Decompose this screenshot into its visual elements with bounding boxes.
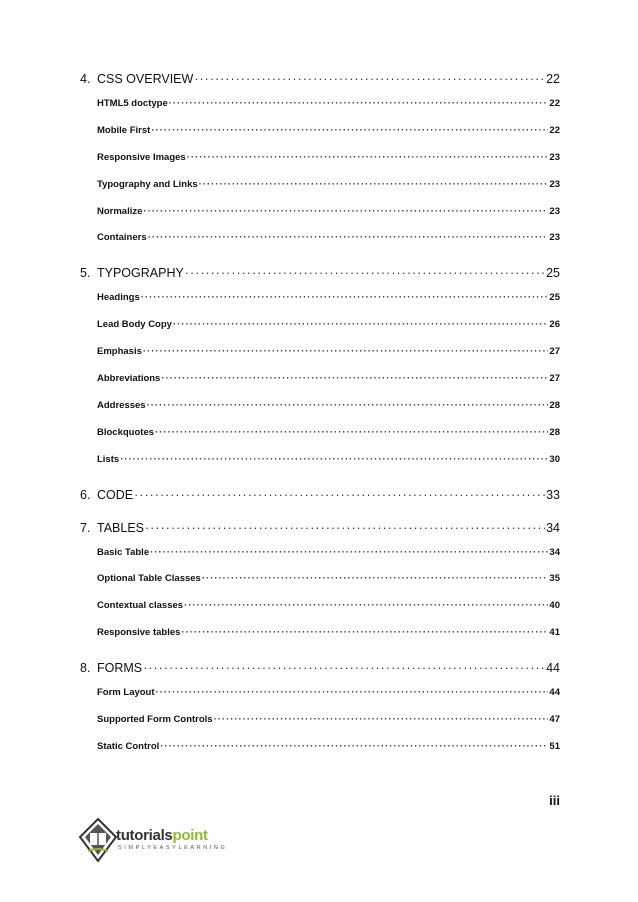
section-page: 23 [549, 205, 560, 217]
toc-section[interactable] [80, 232, 560, 259]
leader-dots [161, 373, 548, 384]
toc-section[interactable] [80, 573, 560, 600]
toc-section[interactable] [80, 152, 560, 179]
section-title: Responsive Images [97, 151, 186, 163]
leader-dots [194, 72, 545, 86]
section-page: 23 [549, 178, 560, 190]
section-page: 26 [549, 319, 560, 331]
chapter-page: 44 [546, 661, 560, 676]
toc-chapter[interactable] [80, 72, 560, 98]
chapter-page: 25 [546, 266, 560, 281]
toc-chapter[interactable] [80, 521, 560, 547]
toc-section[interactable] [80, 427, 560, 454]
leader-dots [169, 98, 549, 109]
toc-section[interactable] [80, 687, 560, 714]
section-page: 47 [549, 714, 560, 726]
section-title: Responsive tables [97, 627, 181, 639]
logo-tagline: SIMPLYEASYLEARNING [118, 845, 228, 851]
leader-dots [187, 152, 549, 163]
chapter-number: 7. [80, 520, 91, 535]
section-page: 41 [549, 627, 560, 639]
section-title: Lists [97, 453, 120, 465]
section-title: Addresses [97, 399, 146, 411]
section-title: Supported Form Controls [97, 714, 213, 726]
section-page: 23 [549, 151, 560, 163]
section-page: 28 [549, 399, 560, 411]
section-page: 27 [549, 373, 560, 385]
toc-chapter[interactable] [80, 661, 560, 687]
leader-dots [160, 741, 548, 752]
section-title: Normalize [97, 205, 143, 217]
section-title: Contextual classes [97, 600, 184, 612]
leader-dots [147, 400, 549, 411]
section-title: Abbreviations [97, 373, 161, 385]
section-page: 40 [549, 600, 560, 612]
leader-dots [156, 687, 549, 698]
table-of-contents [80, 72, 560, 768]
tutorialspoint-logo [78, 815, 228, 865]
leader-dots [181, 627, 548, 638]
leader-dots [143, 206, 548, 217]
chapter-number: 4. [80, 72, 91, 86]
toc-section[interactable] [80, 319, 560, 346]
leader-dots [151, 125, 548, 136]
chapter-page: 34 [546, 520, 560, 535]
toc-chapter[interactable] [80, 488, 560, 514]
section-page: 25 [549, 292, 560, 304]
section-page: 22 [549, 98, 560, 109]
toc-section[interactable] [80, 627, 560, 654]
toc-section[interactable] [80, 741, 560, 768]
chapter-title: CODE [97, 487, 134, 502]
leader-dots [155, 427, 548, 438]
chapter-number: 6. [80, 487, 91, 502]
leader-dots [148, 232, 549, 243]
toc-section[interactable] [80, 454, 560, 481]
toc-section[interactable] [80, 292, 560, 319]
chapter-number: 8. [80, 661, 91, 676]
chapter-number: 5. [80, 266, 91, 281]
toc-section[interactable] [80, 400, 560, 427]
toc-section[interactable] [80, 98, 560, 125]
leader-dots [184, 600, 548, 611]
toc-section[interactable] [80, 206, 560, 233]
toc-section[interactable] [80, 373, 560, 400]
section-title: Emphasis [97, 346, 142, 358]
page-number: iii [549, 793, 560, 808]
leader-dots [143, 346, 549, 357]
chapter-page: 33 [546, 487, 560, 502]
section-page: 23 [549, 232, 560, 244]
leader-dots [173, 319, 548, 330]
chapter-page: 22 [546, 72, 560, 86]
leader-dots [134, 488, 545, 502]
section-title: Containers [97, 232, 147, 244]
section-title: Optional Table Classes [97, 573, 201, 585]
toc-section[interactable] [80, 547, 560, 574]
section-title: Form Layout [97, 687, 155, 699]
chapter-title: CSS OVERVIEW [97, 72, 194, 86]
section-title: Basic Table [97, 546, 150, 558]
leader-dots [120, 454, 548, 465]
section-title: HTML5 doctype [97, 98, 168, 109]
chapter-title: TABLES [97, 520, 145, 535]
section-page: 51 [549, 740, 560, 752]
leader-dots [143, 661, 545, 675]
section-page: 30 [549, 453, 560, 465]
leader-dots [199, 179, 549, 190]
section-title: Static Control [97, 740, 160, 752]
section-page: 34 [549, 546, 560, 558]
toc-section[interactable] [80, 125, 560, 152]
section-page: 35 [549, 573, 560, 585]
toc-section[interactable] [80, 346, 560, 373]
toc-section[interactable] [80, 714, 560, 741]
section-title: Lead Body Copy [97, 319, 172, 331]
chapter-title: FORMS [97, 661, 143, 676]
toc-chapter[interactable] [80, 266, 560, 292]
leader-dots [141, 292, 549, 303]
toc-section[interactable] [80, 600, 560, 627]
section-title: Mobile First [97, 124, 151, 136]
leader-dots [202, 573, 549, 584]
leader-dots [214, 714, 549, 725]
section-page: 44 [549, 687, 560, 699]
section-page: 27 [549, 346, 560, 358]
logo-emblem-icon [78, 817, 118, 863]
leader-dots [185, 266, 545, 280]
section-page: 22 [549, 124, 560, 136]
section-title: Blockquotes [97, 426, 155, 438]
leader-dots [145, 521, 545, 535]
section-page: 28 [549, 426, 560, 438]
leader-dots [150, 547, 548, 558]
section-title: Typography and Links [97, 178, 198, 190]
section-title: Headings [97, 292, 140, 304]
logo-wordmark: tutorialspoint [116, 827, 208, 844]
toc-section[interactable] [80, 179, 560, 206]
chapter-title: TYPOGRAPHY [97, 266, 184, 281]
